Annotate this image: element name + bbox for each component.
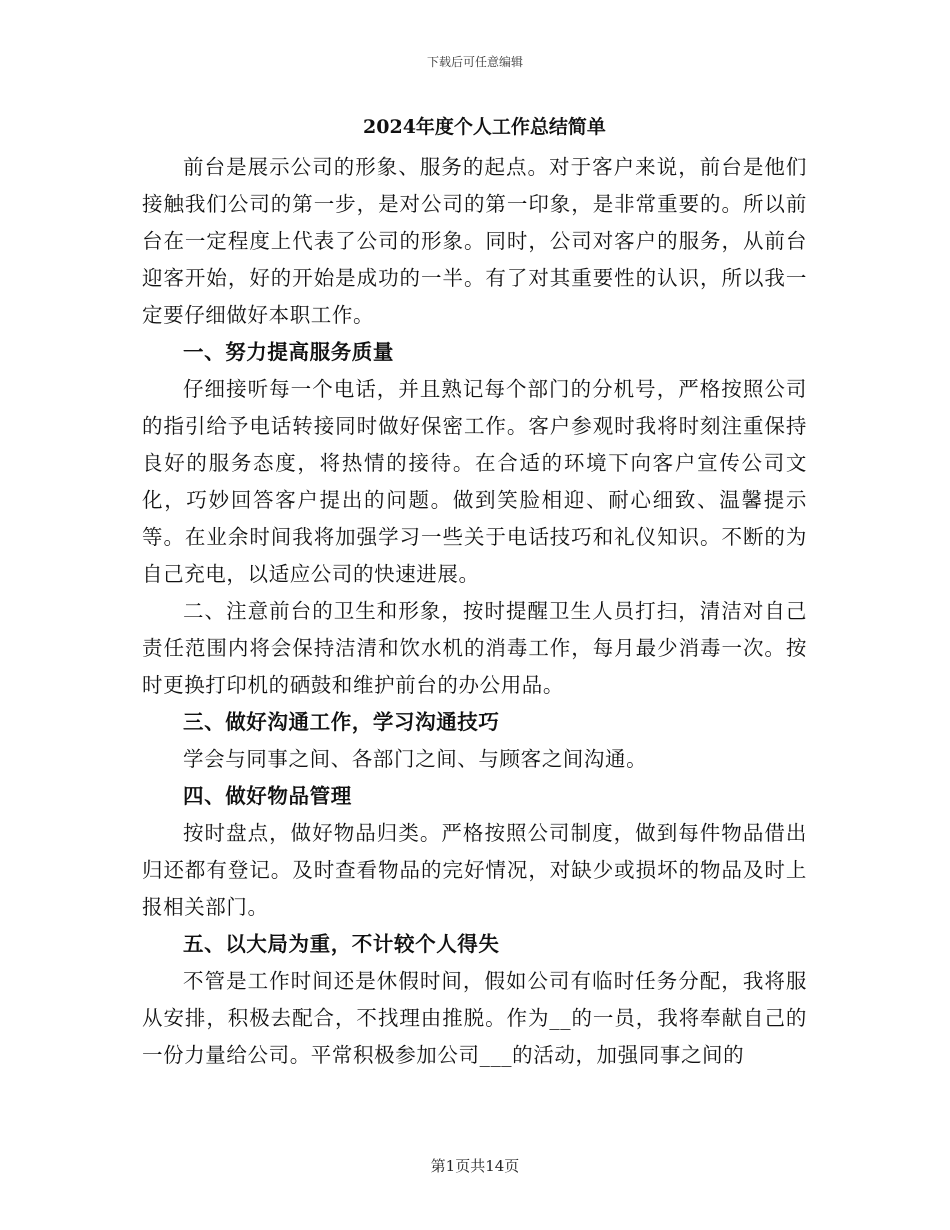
- section-heading-communication: 三、做好沟通工作，学习沟通技巧: [183, 710, 500, 734]
- section-heading-item-management: 四、做好物品管理: [183, 784, 352, 808]
- service-quality-paragraph: 仔细接听每一个电话，并且熟记每个部门的分机号，严格按照公司的指引给予电话转接同时做好保密工作。客户参观时我将时刻注重保持良好的服务态度，将热情的接待。在合适的环境下向客户宣传公司文化，巧妙回答客户提出的问题。做到笑脸相迎、耐心细致、温馨提示等。在业余时间我将加强学习一些关于电话技巧和礼仪知识。不断的为自己充电，以适应公司的快速进展。: [142, 377, 807, 586]
- communication-paragraph: 学会与同事之间、各部门之间、与顾客之间沟通。: [183, 747, 648, 771]
- section-heading-service-quality: 一、努力提高服务质量: [183, 340, 394, 364]
- big-picture-paragraph: 不管是工作时间还是休假时间，假如公司有临时任务分配，我将服从安排，积极去配合，不找理由推脱。作为__的一员，我将奉献自己的一份力量给公司。平常积极参加公司___的活动，加强同事之间的: [142, 969, 807, 1067]
- page-header-note: 下载后可任意编辑: [426, 55, 523, 69]
- item-management-paragraph: 按时盘点，做好物品归类。严格按照公司制度，做到每件物品借出归还都有登记。及时查看物品的完好情况，对缺少或损坏的物品及时上报相关部门。: [142, 821, 807, 919]
- section-heading-big-picture: 五、以大局为重，不计较个人得失: [183, 932, 500, 956]
- intro-paragraph: 前台是展示公司的形象、服务的起点。对于客户来说，前台是他们接触我们公司的第一步，是对公司的第一印象，是非常重要的。所以前台在一定程度上代表了公司的形象。同时，公司对客户的服务，从前台迎客开始，好的开始是成功的一半。有了对其重要性的认识，所以我一定要仔细做好本职工作。: [142, 155, 807, 327]
- page-footer-page-number: 第1页共14页: [430, 1157, 520, 1175]
- document-title: 2024年度个人工作总结简单: [363, 116, 606, 138]
- document-body: [142, 112, 807, 1074]
- hygiene-paragraph: 二、注意前台的卫生和形象，按时提醒卫生人员打扫，清洁对自己责任范围内将会保持洁清和饮水机的消毒工作，每月最少消毒一次。按时更换打印机的硒鼓和维护前台的办公用品。: [142, 599, 807, 697]
